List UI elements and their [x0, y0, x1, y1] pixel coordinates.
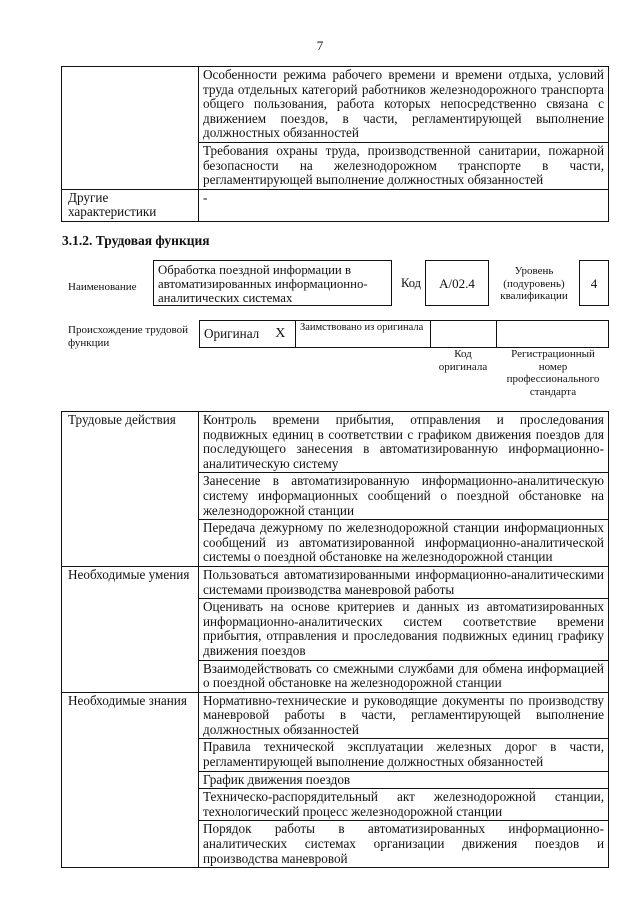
borrowed-label: Заимствовано из оригинала — [296, 321, 431, 348]
page-number: 7 — [316, 38, 324, 53]
registration-caption: Регистрационный номер профессионального стандарта — [506, 348, 600, 398]
table-row — [62, 67, 609, 143]
table-row — [62, 412, 609, 473]
table-cell: - — [199, 189, 609, 221]
table-cell: Пользоваться автоматизированными информационно-аналитическими системами производства маневровой работы — [199, 566, 609, 598]
level-box — [579, 260, 609, 306]
table-cell: Особенности режима рабочего времени и времени отдыха, условий труда отдельных категорий работников железнодорожного транспорта общего пользования, работа которых непосредственно связана с движением поездов, в части, регламентирующей выполнение должностных обязанностей — [199, 67, 609, 143]
original-mark: X — [266, 321, 296, 348]
registration-number-cell — [497, 321, 609, 348]
row-label: Другие характеристики — [62, 189, 199, 221]
table-cell: Передача дежурному по железнодорожной станции информационных сообщений из автоматизированной информационно-аналитической системы о поездной обстановке на железнодорожной станции — [199, 520, 609, 567]
table-cell: Порядок работы в автоматизированных информационно-аналитических системах организации движения поездов и производства маневровой — [199, 821, 609, 868]
table-cell: Правила технической эксплуатации железных дорог в части, регламентирующей выполнение должностных обязанностей — [199, 739, 609, 771]
code-value: A/02.4 — [439, 276, 475, 291]
original-code-cell — [431, 321, 497, 348]
section-heading: 3.1.2. Трудовая функция — [62, 233, 210, 248]
top-table — [61, 66, 609, 222]
table-cell: Оценивать на основе критериев и данных из автоматизированных информационно-аналитических систем соответствие времени прибытия, отправления и проследования подвижных единиц графику движения поездов — [199, 599, 609, 660]
table-row — [62, 189, 609, 221]
table-row — [62, 692, 609, 739]
function-name-box — [153, 260, 392, 306]
level-value: 4 — [590, 276, 598, 291]
level-label: Уровень (подуровень) квалификации — [500, 265, 568, 302]
origin-label: Происхождение трудовой функции — [68, 324, 189, 349]
main-table — [61, 411, 609, 868]
group-label: Необходимые знания — [62, 692, 199, 868]
origin-table — [199, 320, 609, 348]
table-row — [62, 566, 609, 598]
table-cell: Нормативно-технические и руководящие документы по производству маневровой работы в части, регламентирующей выполнение должностных обязанностей — [199, 692, 609, 739]
code-box — [425, 260, 489, 306]
code-label: Код — [401, 276, 421, 290]
table-cell: Требования охраны труда, производственной санитарии, пожарной безопасности на железнодорожном транспорте в части, регламентирующей выполнение должностных обязанностей — [199, 142, 609, 189]
table-cell: Контроль времени прибытия, отправления и проследования подвижных единиц в соответствии с графиком движения поездов для последующего занесения в автоматизированную информационно-аналитическую систему — [199, 412, 609, 473]
table-cell: График движения поездов — [199, 771, 609, 789]
function-name: Обработка поездной информации в автоматизированных информационно-аналитических системах — [158, 263, 368, 305]
original-label: Оригинал — [200, 321, 266, 348]
group-label: Трудовые действия — [62, 412, 199, 567]
table-cell: Техническо-распорядительный акт железнодорожной станции, технологический процесс железнодорожной станции — [199, 789, 609, 821]
code-caption: Код оригинала — [438, 348, 488, 373]
name-label: Наименование — [68, 281, 137, 293]
row-label — [62, 67, 199, 190]
table-cell: Взаимодействовать со смежными службами для обмена информацией о поездной обстановке на железнодорожной станции — [199, 660, 609, 692]
group-label: Необходимые умения — [62, 566, 199, 692]
table-cell: Занесение в автоматизированную информационно-аналитическую систему информационных сообщений о поездной обстановке на железнодорожной станции — [199, 473, 609, 520]
